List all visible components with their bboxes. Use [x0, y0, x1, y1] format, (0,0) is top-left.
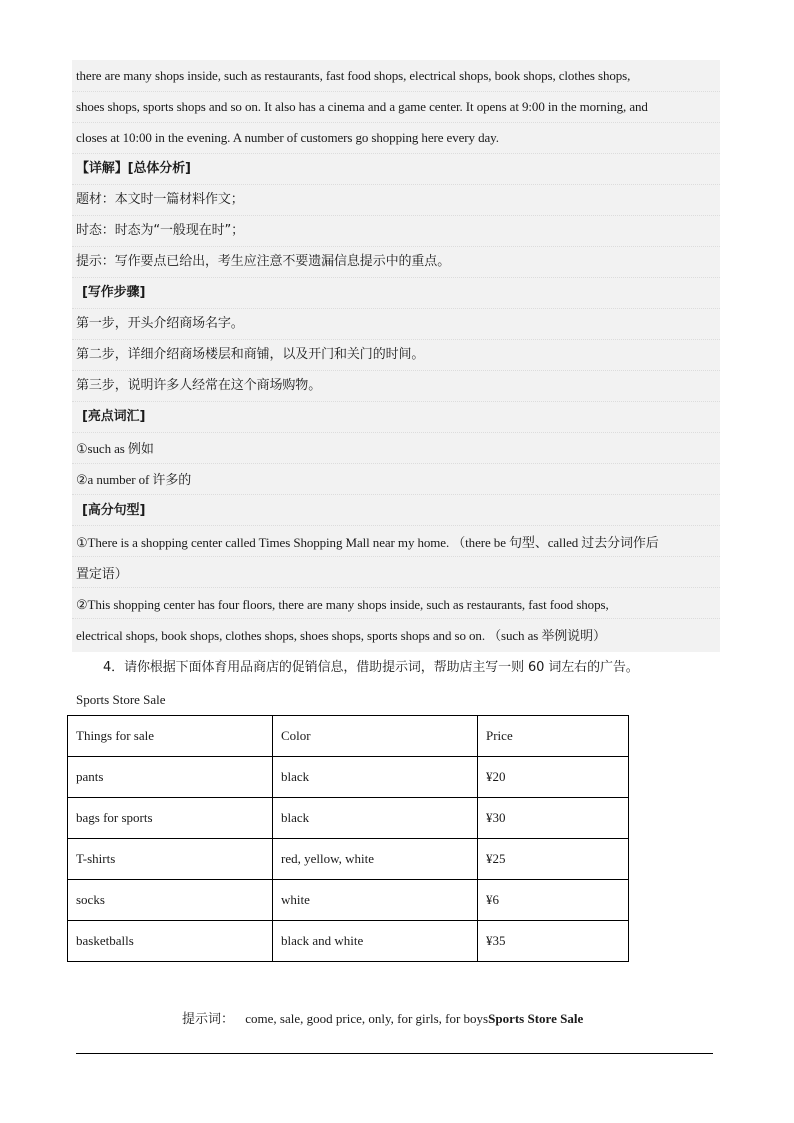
sale-table: [67, 715, 629, 962]
table-cell: black: [273, 757, 478, 798]
hint-words: come, sale, good price, only, for girls, for boys: [245, 1011, 489, 1026]
step-1: 第一步，开头介绍商场名字。: [76, 316, 244, 331]
analysis-topic: 题材：本文时一篇材料作文；: [76, 192, 244, 207]
hint-line: [182, 1008, 583, 1027]
table-cell: ¥30: [478, 798, 629, 839]
table-cell: black and white: [273, 921, 478, 962]
dotted-rule: [72, 587, 720, 588]
dotted-rule: [72, 463, 720, 464]
table-row: [68, 798, 629, 839]
hint-title: Sports Store Sale: [488, 1011, 584, 1026]
dotted-rule: [72, 525, 720, 526]
table-cell: bags for sports: [68, 798, 273, 839]
vocab-item-2: ②a number of 许多的: [76, 472, 192, 487]
dotted-rule: [72, 339, 720, 340]
footer-rule: [76, 1053, 713, 1054]
dotted-rule: [72, 91, 720, 92]
table-header-cell: Price: [478, 716, 629, 757]
hint-label: 提示词：: [182, 1012, 235, 1027]
sentence-2-line-1: ②This shopping center has four floors, there are many shops inside, such as restaurants, fast food shops,: [76, 597, 609, 612]
sentence-1-line-2: 置定语）: [76, 566, 128, 581]
table-row: [68, 880, 629, 921]
table-cell: T-shirts: [68, 839, 273, 880]
dotted-rule: [72, 494, 720, 495]
analysis-heading: 【详解】[总体分析]: [76, 161, 191, 176]
dotted-rule: [72, 122, 720, 123]
table-cell: white: [273, 880, 478, 921]
steps-heading: [写作步骤]: [82, 285, 146, 300]
dotted-rule: [72, 308, 720, 309]
dotted-rule: [72, 432, 720, 433]
table-cell: pants: [68, 757, 273, 798]
table-row: [68, 757, 629, 798]
table-header-row: [68, 716, 629, 757]
dotted-rule: [72, 153, 720, 154]
dotted-rule: [72, 618, 720, 619]
dotted-rule: [72, 184, 720, 185]
passage-line-3: closes at 10:00 in the evening. A number of customers go shopping here every day.: [76, 130, 499, 145]
passage-line-1: there are many shops inside, such as restaurants, fast food shops, electrical shops, book shops, clothes shops,: [76, 68, 631, 83]
table-header-cell: Color: [273, 716, 478, 757]
dotted-rule: [72, 556, 720, 557]
table-caption: Sports Store Sale: [76, 692, 166, 707]
table-cell: ¥20: [478, 757, 629, 798]
table-cell: basketballs: [68, 921, 273, 962]
step-3: 第三步，说明许多人经常在这个商场购物。: [76, 378, 322, 393]
step-2: 第二步，详细介绍商场楼层和商铺，以及开门和关门的时间。: [76, 347, 425, 362]
table-cell: ¥6: [478, 880, 629, 921]
sentence-1-line-1: ①There is a shopping center called Times Shopping Mall near my home. （there be 句型、called 过去分词作后: [76, 535, 659, 550]
table-cell: red, yellow, white: [273, 839, 478, 880]
table-cell: black: [273, 798, 478, 839]
table-row: [68, 839, 629, 880]
dotted-rule: [72, 277, 720, 278]
analysis-tip: 提示：写作要点已给出，考生应注意不要遗漏信息提示中的重点。: [76, 254, 451, 269]
table-header-cell: Things for sale: [68, 716, 273, 757]
question-text: 4．请你根据下面体育用品商店的促销信息，借助提示词，帮助店主写一则 60 词左右的广告。: [103, 660, 639, 675]
table-cell: ¥35: [478, 921, 629, 962]
vocab-item-1: ①such as 例如: [76, 441, 154, 456]
analysis-tense: 时态：时态为“一般现在时”；: [76, 223, 245, 238]
dotted-rule: [72, 370, 720, 371]
dotted-rule: [72, 401, 720, 402]
sentences-heading: [高分句型]: [82, 503, 146, 518]
vocab-heading: [亮点词汇]: [82, 409, 146, 424]
table-cell: ¥25: [478, 839, 629, 880]
dotted-rule: [72, 246, 720, 247]
dotted-rule: [72, 215, 720, 216]
table-row: [68, 921, 629, 962]
sentence-2-line-2: electrical shops, book shops, clothes shops, shoes shops, sports shops and so on. （such as 举例说明）: [76, 628, 606, 643]
passage-line-2: shoes shops, sports shops and so on. It also has a cinema and a game center. It opens at 9:00 in the morning, and: [76, 99, 648, 114]
table-cell: socks: [68, 880, 273, 921]
